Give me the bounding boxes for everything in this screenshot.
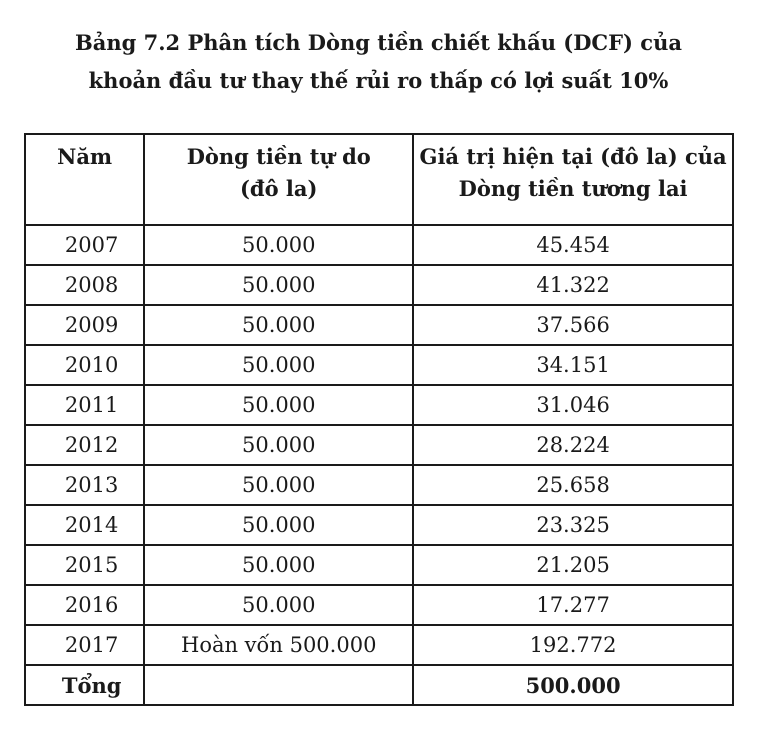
header-year-label: Năm <box>57 144 113 169</box>
year-value: 2008 <box>64 273 119 297</box>
caption-line-1: Bảng 7.2 Phân tích Dòng tiền chiết khấu (DCF) của <box>75 30 682 55</box>
table-row <box>25 625 733 665</box>
present-value-cell: 23.325 <box>413 505 733 545</box>
year-cell <box>25 465 144 505</box>
present-value-cell: 17.277 <box>413 585 733 625</box>
present-value-cell: 31.046 <box>413 385 733 425</box>
year-value: 2015 <box>64 553 119 577</box>
present-value-cell: 41.322 <box>413 265 733 305</box>
table-body <box>25 225 733 665</box>
free-cash-flow-cell: 50.000 <box>144 345 413 385</box>
free-cash-flow-cell: 50.000 <box>144 265 413 305</box>
present-value-cell: 37.566 <box>413 305 733 345</box>
free-cash-flow-cell: 50.000 <box>144 425 413 465</box>
table-row <box>25 585 733 625</box>
total-label: Tổng <box>61 672 122 698</box>
table-header <box>25 134 733 225</box>
present-value-cell: 21.205 <box>413 545 733 585</box>
table-row <box>25 305 733 345</box>
free-cash-flow-cell: Hoàn vốn 500.000 <box>144 625 413 665</box>
free-cash-flow-cell: 50.000 <box>144 305 413 345</box>
year-cell <box>25 345 144 385</box>
table-row <box>25 425 733 465</box>
header-cash-line-2: (đô la) <box>239 176 318 201</box>
present-value-cell: 34.151 <box>413 345 733 385</box>
table-row <box>25 505 733 545</box>
present-value-cell: 192.772 <box>413 625 733 665</box>
table-row <box>25 385 733 425</box>
year-cell <box>25 265 144 305</box>
table-row <box>25 545 733 585</box>
table-row <box>25 345 733 385</box>
header-year <box>25 134 144 225</box>
year-cell <box>25 505 144 545</box>
year-value: 2012 <box>64 433 119 457</box>
free-cash-flow-cell: 50.000 <box>144 585 413 625</box>
present-value-cell: 25.658 <box>413 465 733 505</box>
free-cash-flow-cell: 50.000 <box>144 385 413 425</box>
present-value-cell: 28.224 <box>413 425 733 465</box>
free-cash-flow-cell: 50.000 <box>144 505 413 545</box>
year-cell <box>25 625 144 665</box>
present-value-cell: 45.454 <box>413 225 733 265</box>
year-cell <box>25 305 144 345</box>
free-cash-flow-cell: 50.000 <box>144 545 413 585</box>
header-pv-line-2: Dòng tiền tương lai <box>458 176 688 201</box>
total-pv-cell: 500.000 <box>413 665 733 705</box>
year-cell <box>25 545 144 585</box>
year-value: 2017 <box>64 633 119 657</box>
header-present-value <box>413 134 733 225</box>
dcf-table <box>24 133 734 706</box>
year-value: 2011 <box>64 393 119 417</box>
free-cash-flow-cell: 50.000 <box>144 465 413 505</box>
total-cash-cell <box>144 665 413 705</box>
year-value: 2010 <box>64 353 119 377</box>
caption-line-2: khoản đầu tư thay thế rủi ro thấp có lợi suất 10% <box>88 68 669 93</box>
year-value: 2016 <box>64 593 119 617</box>
year-value: 2013 <box>64 473 119 497</box>
header-free-cash-flow <box>144 134 413 225</box>
header-row <box>25 134 733 225</box>
free-cash-flow-cell: 50.000 <box>144 225 413 265</box>
table-row <box>25 465 733 505</box>
year-cell <box>25 425 144 465</box>
total-label-cell <box>25 665 144 705</box>
header-cash-line-1: Dòng tiền tự do <box>186 144 371 169</box>
table-caption <box>0 24 757 100</box>
year-cell <box>25 585 144 625</box>
year-value: 2014 <box>64 513 119 537</box>
year-cell <box>25 225 144 265</box>
table-footer <box>25 665 733 705</box>
year-cell <box>25 385 144 425</box>
table-row <box>25 225 733 265</box>
year-value: 2007 <box>64 233 119 257</box>
year-value: 2009 <box>64 313 119 337</box>
total-row <box>25 665 733 705</box>
header-pv-line-1: Giá trị hiện tại (đô la) của <box>419 144 727 169</box>
table-row <box>25 265 733 305</box>
